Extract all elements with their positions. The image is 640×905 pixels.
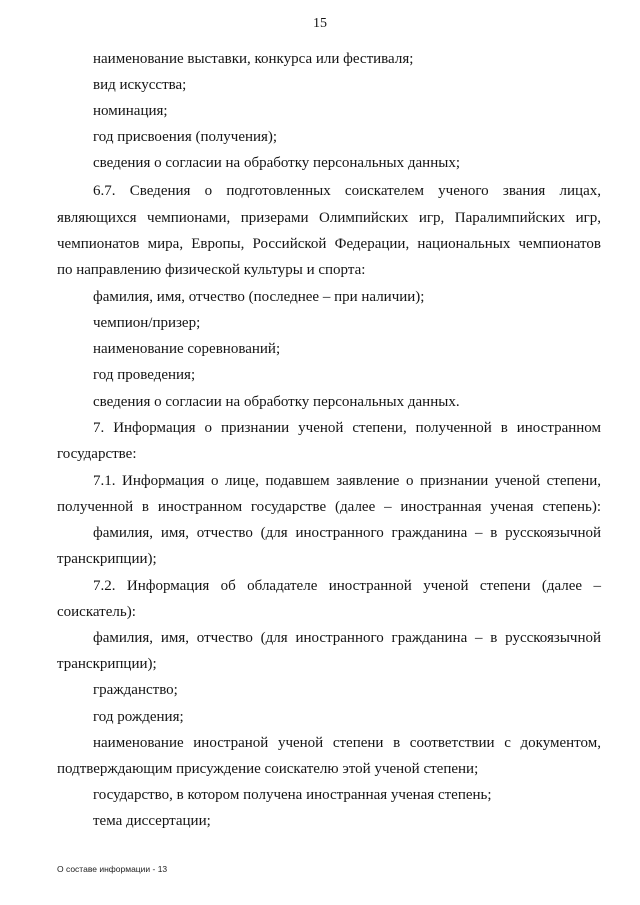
text-line: вид искусства;: [93, 77, 187, 93]
text-line: фамилия, имя, отчество (последнее – при наличии);: [93, 289, 425, 305]
page-number: 15: [313, 16, 327, 31]
text-line: полученной в иностранном государстве (далее – иностранная ученая степень):: [57, 499, 601, 515]
text-line: гражданство;: [93, 682, 178, 698]
text-line: 7.2. Информация об обладателе иностранной ученой степени (далее –: [93, 578, 601, 594]
text-line: 7. Информация о признании ученой степени, полученной в иностранном: [93, 420, 601, 436]
text-line: год присвоения (получения);: [93, 129, 278, 145]
text-line: год проведения;: [93, 367, 196, 383]
text-line: транскрипции);: [57, 656, 157, 672]
text-line: по направлению физической культуры и спорта:: [57, 262, 366, 278]
text-line: соискатель):: [57, 604, 136, 620]
text-line: тема диссертации;: [93, 813, 211, 829]
text-line: наименование соревнований;: [93, 341, 281, 357]
text-line: год рождения;: [93, 709, 184, 725]
text-line: наименование иностраной ученой степени в соответствии с документом,: [93, 735, 601, 751]
text-line: сведения о согласии на обработку персональных данных.: [93, 394, 460, 410]
text-line: 7.1. Информация о лице, подавшем заявление о признании ученой степени,: [93, 473, 601, 489]
text-line: наименование выставки, конкурса или фестиваля;: [93, 51, 414, 67]
text-line: чемпион/призер;: [93, 315, 201, 331]
footer-note: О составе информации - 13: [57, 864, 168, 874]
text-line: государство, в котором получена иностранная ученая степень;: [93, 787, 492, 803]
text-line: номинация;: [93, 103, 168, 119]
text-line: фамилия, имя, отчество (для иностранного гражданина – в русскоязычной: [93, 525, 601, 541]
text-line: государстве:: [57, 446, 137, 462]
text-line: сведения о согласии на обработку персональных данных;: [93, 155, 460, 171]
text-line: являющихся чемпионами, призерами Олимпийских игр, Паралимпийских игр,: [57, 210, 601, 226]
text-line: подтверждающим присуждение соискателю этой ученой степени;: [57, 761, 479, 777]
text-line: 6.7. Сведения о подготовленных соискателем ученого звания лицах,: [93, 183, 601, 199]
text-line: чемпионатов мира, Европы, Российской Федерации, национальных чемпионатов: [57, 236, 601, 252]
text-line: фамилия, имя, отчество (для иностранного гражданина – в русскоязычной: [93, 630, 601, 646]
text-line: транскрипции);: [57, 551, 157, 567]
